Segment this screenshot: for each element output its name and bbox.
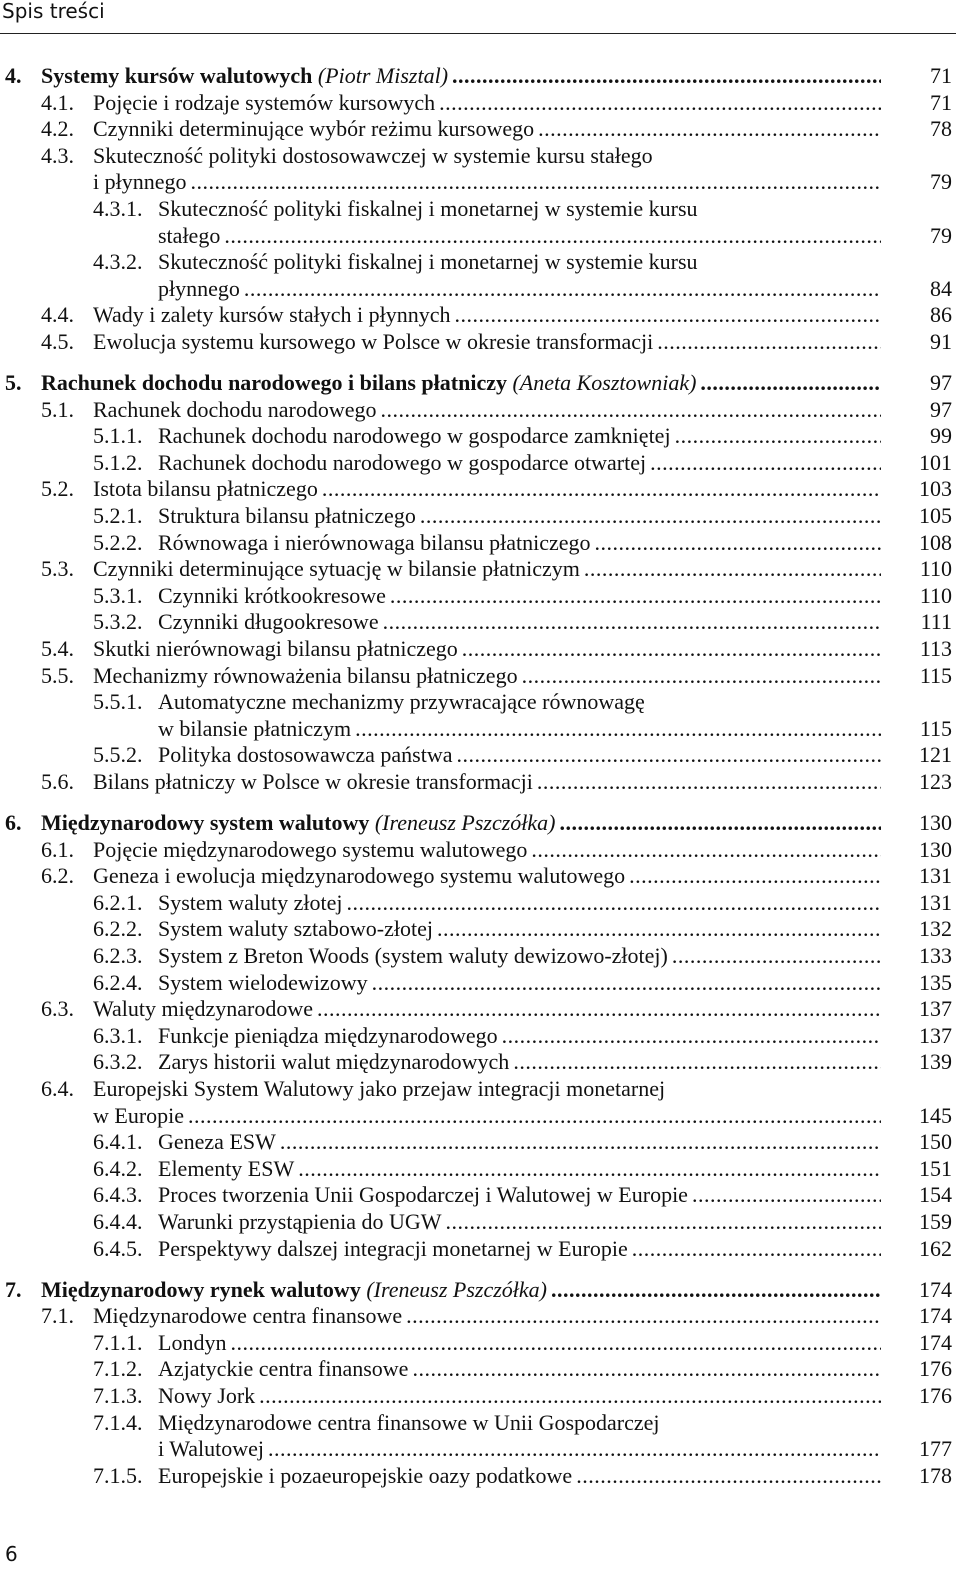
toc-entry-title: Zarys historii walut międzynarodowych	[158, 1049, 510, 1075]
toc-chapter-group	[0, 370, 960, 796]
toc-entry-title: Struktura bilansu płatniczego	[158, 503, 416, 528]
toc-entry-number: 5.6.	[41, 768, 74, 794]
toc-entry-title: Ewolucja systemu kursowego w Polsce w okresie transformacji	[93, 328, 654, 354]
toc-entry-number: 6.4.4.	[93, 1208, 143, 1234]
toc-entry-number: 6.2.3.	[93, 943, 143, 968]
toc-entry-number: 4.3.1.	[93, 195, 143, 221]
toc-entry-title: Waluty międzynarodowe	[93, 996, 313, 1022]
toc-entry-number: 7.1.2.	[93, 1356, 143, 1382]
dot-leader	[522, 663, 881, 690]
toc-entry	[0, 143, 960, 196]
toc-entry	[0, 1023, 960, 1050]
toc-entry-number: 4.5.	[41, 328, 74, 354]
toc-entry	[0, 943, 960, 970]
toc-entry-page: 151	[919, 1155, 952, 1181]
table-of-contents	[0, 63, 960, 1489]
toc-chapter	[0, 1277, 960, 1304]
dot-leader	[454, 302, 881, 329]
toc-entry-number: 4.	[5, 63, 22, 88]
dot-leader	[383, 609, 881, 636]
toc-entry-page: 79	[930, 222, 952, 248]
toc-entry-number: 4.1.	[41, 89, 74, 115]
toc-entry-page: 71	[930, 89, 952, 115]
toc-entry	[0, 863, 960, 890]
dot-leader	[650, 450, 881, 477]
toc-entry-title: Warunki przystąpienia do UGW	[158, 1208, 442, 1234]
toc-entry-title: Rachunek dochodu narodowego i bilans płatniczy	[41, 370, 507, 396]
toc-entry-page: 137	[919, 996, 952, 1022]
toc-entry	[0, 503, 960, 530]
toc-entry-title: System z Breton Woods (system waluty dewizowo-złotej)	[158, 943, 668, 968]
toc-entry-author: (Ireneusz Pszczółka)	[374, 810, 556, 836]
toc-entry-page: 139	[919, 1049, 952, 1075]
dot-leader	[692, 1182, 881, 1209]
toc-entry-title: w bilansie płatniczym	[158, 715, 352, 741]
dot-leader	[439, 90, 881, 117]
toc-entry-number: 5.5.	[41, 662, 74, 688]
toc-entry-page: 101	[919, 449, 952, 475]
dot-leader	[268, 1436, 881, 1463]
dot-leader	[317, 996, 881, 1023]
toc-entry	[0, 116, 960, 143]
toc-entry	[0, 1383, 960, 1410]
toc-entry-title: Europejski System Walutowy jako przejaw integracji monetarnej	[93, 1075, 666, 1101]
toc-entry-number: 5.5.1.	[93, 689, 143, 715]
toc-entry-title: Czynniki determinujące sytuację w bilansie płatniczym	[93, 556, 580, 582]
toc-entry-title: Międzynarodowe centra finansowe w Unii Gospodarczej	[158, 1409, 660, 1435]
toc-entry-page: 130	[919, 836, 952, 862]
toc-entry-title: Czynniki krótkookresowe	[158, 582, 386, 608]
toc-entry-title: Międzynarodowy system walutowy	[41, 810, 370, 836]
toc-entry	[0, 1076, 960, 1129]
toc-entry-title: Wady i zalety kursów stałych i płynnych	[93, 302, 451, 328]
toc-entry-number: 5.1.1.	[93, 423, 143, 449]
dot-leader	[629, 863, 881, 890]
toc-entry	[0, 1236, 960, 1263]
dot-leader	[584, 556, 881, 583]
toc-entry-title: Systemy kursów walutowych	[41, 63, 313, 88]
toc-entry-title: Międzynarodowy rynek walutowy	[41, 1276, 361, 1302]
toc-entry	[0, 1356, 960, 1383]
toc-entry-page: 91	[930, 328, 952, 354]
toc-entry-number: 5.5.2.	[93, 742, 143, 768]
toc-entry-title: Perspektywy dalszej integracji monetarnej w Europie	[158, 1235, 628, 1261]
toc-entry-number: 5.	[5, 370, 22, 396]
toc-entry	[0, 1182, 960, 1209]
toc-entry-number: 5.2.1.	[93, 503, 143, 528]
toc-entry	[0, 1049, 960, 1076]
toc-entry-number: 7.1.3.	[93, 1383, 143, 1408]
toc-entry-page: 131	[919, 889, 952, 915]
toc-entry-page: 145	[919, 1102, 952, 1128]
toc-entry	[0, 530, 960, 557]
toc-entry-page: 110	[919, 556, 952, 582]
toc-entry	[0, 476, 960, 503]
toc-entry-number: 6.4.	[41, 1075, 74, 1101]
toc-entry-page: 84	[930, 275, 952, 301]
toc-entry-number: 5.1.	[41, 396, 74, 422]
toc-entry	[0, 916, 960, 943]
toc-entry-number: 6.3.1.	[93, 1022, 143, 1048]
dot-leader	[437, 916, 881, 943]
toc-entry-title: Mechanizmy równoważenia bilansu płatniczego	[93, 662, 518, 688]
toc-entry	[0, 1156, 960, 1183]
toc-entry	[0, 1129, 960, 1156]
dot-leader	[372, 970, 881, 997]
dot-leader	[244, 276, 881, 303]
toc-entry-page: 135	[919, 969, 952, 995]
toc-chapter-group	[0, 1277, 960, 1490]
toc-entry-number: 6.2.4.	[93, 969, 143, 995]
dot-leader	[551, 1277, 881, 1304]
toc-entry	[0, 837, 960, 864]
toc-entry	[0, 249, 960, 302]
toc-entry	[0, 970, 960, 997]
toc-entry-page: 174	[919, 1303, 952, 1329]
dot-leader	[355, 716, 881, 743]
toc-chapter-group	[0, 810, 960, 1262]
toc-entry-page: 159	[919, 1208, 952, 1234]
toc-entry-page: 108	[919, 529, 952, 555]
toc-entry-title: Geneza i ewolucja międzynarodowego systemu walutowego	[93, 863, 626, 889]
page-number: 6	[5, 1542, 18, 1566]
toc-entry-title: Czynniki determinujące wybór reżimu kursowego	[93, 116, 535, 142]
toc-entry	[0, 196, 960, 249]
toc-entry-page: 178	[919, 1462, 952, 1488]
toc-entry-page: 71	[930, 63, 952, 88]
toc-entry-title: Rachunek dochodu narodowego	[93, 396, 377, 422]
toc-entry-number: 4.3.	[41, 142, 74, 168]
toc-entry-page: 130	[919, 810, 952, 836]
toc-entry-number: 6.2.2.	[93, 916, 143, 942]
dot-leader	[412, 1356, 881, 1383]
toc-entry-title: Istota bilansu płatniczego	[93, 476, 318, 502]
header-rule	[0, 33, 956, 34]
toc-entry-number: 6.1.	[41, 836, 74, 862]
toc-entry-title: Równowaga i nierównowaga bilansu płatniczego	[158, 529, 591, 555]
dot-leader	[657, 329, 881, 356]
toc-entry-title: Czynniki długookresowe	[158, 609, 379, 635]
toc-entry-page: 103	[919, 476, 952, 502]
toc-chapter	[0, 370, 960, 397]
toc-entry	[0, 636, 960, 663]
toc-entry-title: Skuteczność polityki fiskalnej i monetarnej w systemie kursu	[158, 195, 698, 221]
dot-leader	[672, 943, 881, 970]
toc-entry-title: w Europie	[93, 1102, 185, 1128]
toc-entry-page: 111	[920, 609, 952, 635]
toc-entry	[0, 890, 960, 917]
toc-entry-title: Funkcje pieniądza międzynarodowego	[158, 1022, 498, 1048]
toc-entry	[0, 90, 960, 117]
toc-entry	[0, 329, 960, 356]
toc-entry	[0, 556, 960, 583]
toc-entry	[0, 397, 960, 424]
toc-entry-number: 5.4.	[41, 635, 74, 661]
dot-leader	[632, 1236, 881, 1263]
toc-entry	[0, 1463, 960, 1490]
toc-entry	[0, 1330, 960, 1357]
toc-entry-title: System waluty złotej	[158, 889, 343, 915]
toc-entry-title: Azjatyckie centra finansowe	[158, 1356, 409, 1382]
toc-entry-number: 6.4.1.	[93, 1129, 143, 1155]
dot-leader	[513, 1049, 881, 1076]
toc-entry	[0, 663, 960, 690]
toc-entry-page: 105	[919, 503, 952, 528]
toc-entry-number: 6.3.	[41, 996, 74, 1022]
dot-leader	[538, 116, 881, 143]
toc-entry-page: 86	[930, 302, 952, 328]
toc-entry-page: 154	[919, 1182, 952, 1208]
toc-entry-page: 121	[919, 742, 952, 768]
dot-leader	[390, 583, 881, 610]
toc-entry-page: 78	[930, 116, 952, 142]
toc-entry-number: 5.3.1.	[93, 582, 143, 608]
toc-entry-number: 5.3.	[41, 556, 74, 582]
toc-entry-author: (Ireneusz Pszczółka)	[366, 1276, 547, 1302]
toc-entry-title: i płynnego	[93, 169, 187, 195]
toc-entry-number: 4.3.2.	[93, 249, 143, 275]
dot-leader	[224, 223, 881, 250]
toc-entry-title: stałego	[158, 222, 221, 248]
toc-entry	[0, 302, 960, 329]
toc-entry	[0, 423, 960, 450]
toc-entry-number: 5.2.2.	[93, 529, 143, 555]
toc-entry-title: Pojęcie międzynarodowego systemu walutowego	[93, 836, 528, 862]
dot-leader	[502, 1023, 881, 1050]
toc-entry-title: Międzynarodowe centra finansowe	[93, 1303, 403, 1329]
dot-leader	[298, 1156, 881, 1183]
toc-entry-title: Elementy ESW	[158, 1155, 295, 1181]
toc-entry-title: Pojęcie i rodzaje systemów kursowych	[93, 89, 436, 115]
dot-leader	[380, 397, 881, 424]
toc-entry-number: 7.	[5, 1276, 22, 1302]
dot-leader	[446, 1209, 881, 1236]
dot-leader	[700, 370, 881, 397]
toc-entry-page: 115	[919, 715, 952, 741]
dot-leader	[537, 769, 881, 796]
toc-entry-page: 176	[919, 1356, 952, 1382]
toc-entry-title: Polityka dostosowawcza państwa	[158, 742, 453, 768]
toc-entry-page: 162	[919, 1235, 952, 1261]
toc-entry-page: 113	[919, 635, 952, 661]
dot-leader	[188, 1103, 881, 1130]
toc-entry	[0, 1209, 960, 1236]
toc-entry-number: 6.4.3.	[93, 1182, 143, 1208]
toc-entry-page: 174	[919, 1276, 952, 1302]
toc-entry-title: Bilans płatniczy w Polsce w okresie transformacji	[93, 768, 533, 794]
toc-entry-title: Rachunek dochodu narodowego w gospodarce otwartej	[158, 449, 647, 475]
dot-leader	[576, 1463, 881, 1490]
toc-entry-page: 110	[919, 582, 952, 608]
toc-entry-title: Rachunek dochodu narodowego w gospodarce zamkniętej	[158, 423, 671, 449]
toc-entry-title: Nowy Jork	[158, 1383, 256, 1408]
toc-entry-number: 6.4.5.	[93, 1235, 143, 1261]
toc-entry-title: Geneza ESW	[158, 1129, 276, 1155]
toc-entry-page: 131	[919, 863, 952, 889]
toc-entry-number: 6.4.2.	[93, 1155, 143, 1181]
dot-leader	[675, 423, 881, 450]
toc-entry-author: (Aneta Kosztowniak)	[512, 370, 697, 396]
toc-entry-page: 97	[930, 396, 952, 422]
dot-leader	[462, 636, 881, 663]
toc-entry-title: Automatyczne mechanizmy przywracające równowagę	[158, 689, 645, 715]
toc-entry-title: Proces tworzenia Unii Gospodarczej i Walutowej w Europie	[158, 1182, 688, 1208]
toc-entry-title: Skuteczność polityki dostosowawczej w systemie kursu stałego	[93, 142, 653, 168]
toc-entry-page: 133	[919, 943, 952, 968]
dot-leader	[322, 476, 881, 503]
toc-entry-page: 137	[919, 1022, 952, 1048]
toc-entry-number: 5.3.2.	[93, 609, 143, 635]
dot-leader	[406, 1303, 881, 1330]
toc-entry-number: 6.2.1.	[93, 889, 143, 915]
toc-entry-page: 99	[930, 423, 952, 449]
toc-entry-number: 6.2.	[41, 863, 74, 889]
toc-entry-number: 7.1.	[41, 1303, 74, 1329]
toc-chapter	[0, 810, 960, 837]
toc-entry-title: Londyn	[158, 1329, 227, 1355]
toc-chapter	[0, 63, 960, 90]
dot-leader	[280, 1129, 881, 1156]
toc-entry-number: 5.2.	[41, 476, 74, 502]
toc-entry-page: 174	[919, 1329, 952, 1355]
toc-entry-number: 4.4.	[41, 302, 74, 328]
toc-entry	[0, 1410, 960, 1463]
toc-entry-title: System wielodewizowy	[158, 969, 368, 995]
toc-entry-number: 5.1.2.	[93, 449, 143, 475]
toc-entry-title: Europejskie i pozaeuropejskie oazy podatkowe	[158, 1462, 573, 1488]
toc-entry-page: 150	[919, 1129, 952, 1155]
toc-entry	[0, 996, 960, 1023]
dot-leader	[191, 169, 882, 196]
toc-entry-page: 177	[919, 1436, 952, 1462]
toc-chapter-group	[0, 63, 960, 356]
toc-entry	[0, 609, 960, 636]
toc-entry-title: i Walutowej	[158, 1436, 264, 1462]
toc-entry-number: 7.1.1.	[93, 1329, 143, 1355]
toc-entry-number: 7.1.4.	[93, 1409, 143, 1435]
toc-entry-page: 97	[930, 370, 952, 396]
toc-entry-page: 176	[919, 1383, 952, 1408]
toc-entry-page: 123	[919, 768, 952, 794]
toc-entry-page: 79	[930, 169, 952, 195]
toc-entry-page: 132	[919, 916, 952, 942]
toc-entry	[0, 583, 960, 610]
toc-entry-title: Skutki nierównowagi bilansu płatniczego	[93, 635, 458, 661]
toc-entry	[0, 689, 960, 742]
dot-leader	[595, 530, 881, 557]
page-header: Spis treści	[2, 0, 105, 23]
dot-leader	[230, 1330, 881, 1357]
toc-entry-author: (Piotr Misztal)	[317, 63, 449, 88]
toc-entry-title: System waluty sztabowo-złotej	[158, 916, 433, 942]
dot-leader	[259, 1383, 881, 1410]
toc-entry	[0, 1303, 960, 1330]
dot-leader	[457, 742, 882, 769]
toc-entry-title: płynnego	[158, 275, 240, 301]
dot-leader	[531, 837, 881, 864]
dot-leader	[560, 810, 882, 837]
dot-leader	[452, 63, 881, 90]
toc-entry-number: 6.	[5, 810, 22, 836]
dot-leader	[347, 890, 881, 917]
toc-entry-number: 7.1.5.	[93, 1462, 143, 1488]
toc-entry	[0, 742, 960, 769]
toc-entry-number: 4.2.	[41, 116, 74, 142]
toc-entry	[0, 450, 960, 477]
toc-entry-title: Skuteczność polityki fiskalnej i monetarnej w systemie kursu	[158, 249, 698, 275]
toc-entry	[0, 769, 960, 796]
toc-entry-page: 115	[919, 662, 952, 688]
dot-leader	[420, 503, 881, 530]
toc-entry-number: 6.3.2.	[93, 1049, 143, 1075]
